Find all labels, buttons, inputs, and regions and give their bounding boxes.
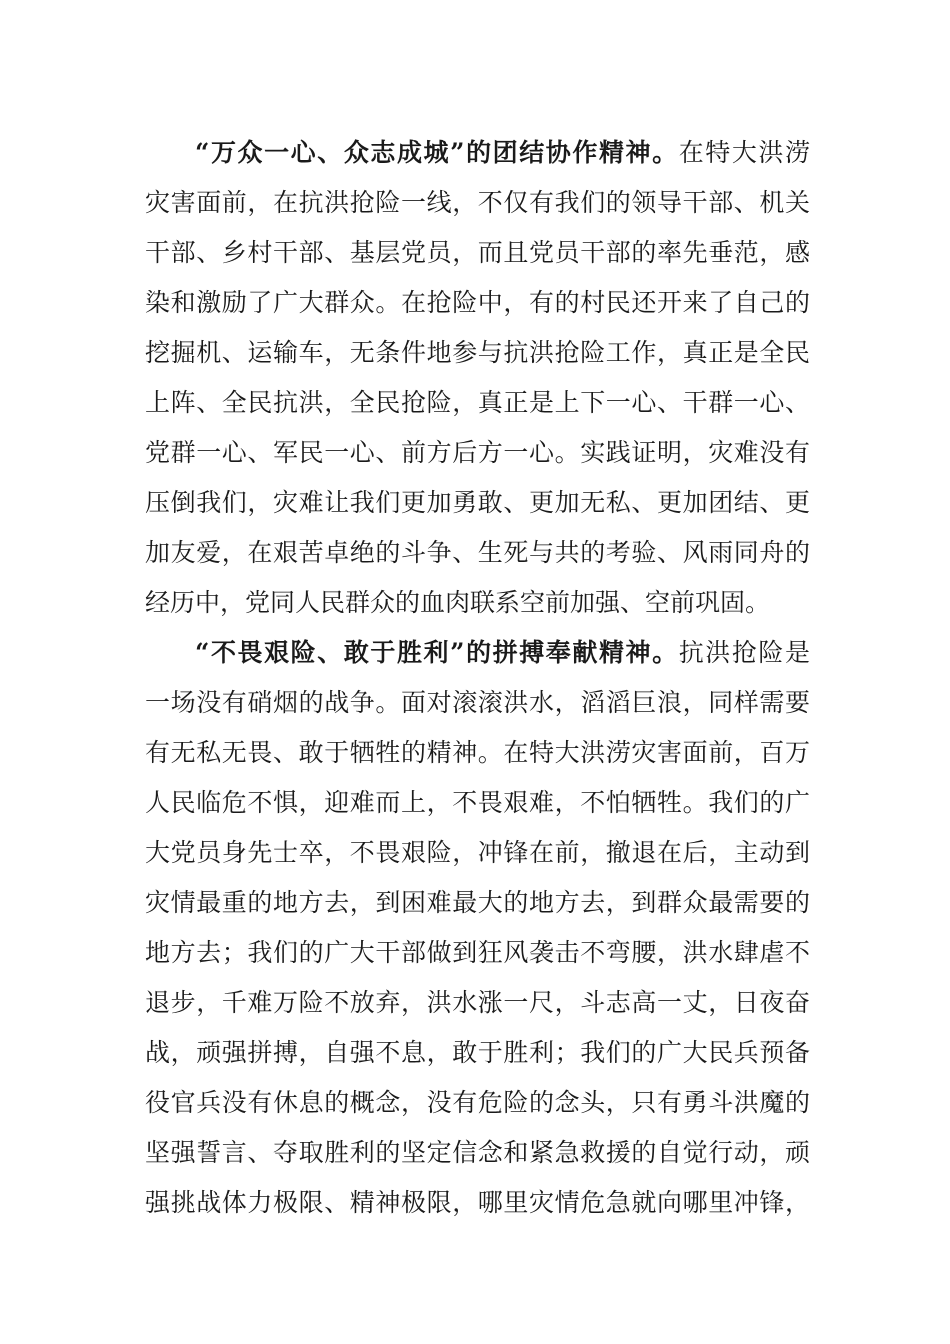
paragraph-line: 灾情最重的地方去，到困难最大的地方去，到群众最需要的 bbox=[145, 888, 810, 917]
paragraph-1-heading: “万众一心、众志成城”的团结协作精神。 bbox=[195, 138, 679, 167]
paragraph-line: 有无私无畏、敢于牺牲的精神。在特大洪涝灾害面前，百万 bbox=[145, 738, 810, 767]
paragraph-line: 上阵、全民抗洪，全民抢险，真正是上下一心、干群一心、 bbox=[145, 388, 810, 417]
paragraph-line: 役官兵没有休息的概念，没有危险的念头，只有勇斗洪魔的 bbox=[145, 1088, 810, 1117]
paragraph-line: 压倒我们，灾难让我们更加勇敢、更加无私、更加团结、更 bbox=[145, 488, 810, 517]
paragraph-line: 染和激励了广大群众。在抢险中，有的村民还开来了自己的 bbox=[145, 288, 810, 317]
paragraph-2-text: 抗洪抢险是 bbox=[678, 638, 810, 667]
paragraph-line: 战，顽强拼搏，自强不息，敢于胜利；我们的广大民兵预备 bbox=[145, 1038, 810, 1067]
paragraph-line: 一场没有硝烟的战争。面对滚滚洪水，滔滔巨浪，同样需要 bbox=[145, 688, 810, 717]
paragraph-1-line-1 bbox=[145, 128, 810, 178]
paragraph-line: 大党员身先士卒，不畏艰险，冲锋在前，撤退在后，主动到 bbox=[145, 838, 810, 867]
paragraph-2-line-1 bbox=[145, 628, 810, 678]
paragraph-line: 地方去；我们的广大干部做到狂风袭击不弯腰，洪水肆虐不 bbox=[145, 938, 810, 967]
paragraph-2-heading: “不畏艰险、敢于胜利”的拼搏奉献精神。 bbox=[195, 638, 679, 667]
paragraph-line: 灾害面前，在抗洪抢险一线，不仅有我们的领导干部、机关 bbox=[145, 188, 810, 217]
paragraph-line: 挖掘机、运输车，无条件地参与抗洪抢险工作，真正是全民 bbox=[145, 338, 810, 367]
paragraph-line: 加友爱，在艰苦卓绝的斗争、生死与共的考验、风雨同舟的 bbox=[145, 538, 810, 567]
document-body bbox=[145, 128, 810, 1228]
paragraph-line: 干部、乡村干部、基层党员，而且党员干部的率先垂范，感 bbox=[145, 238, 810, 267]
paragraph-line: 经历中，党同人民群众的血肉联系空前加强、空前巩固。 bbox=[145, 588, 771, 617]
paragraph-line: 党群一心、军民一心、前方后方一心。实践证明，灾难没有 bbox=[145, 438, 810, 467]
paragraph-1-text: 在特大洪涝 bbox=[678, 138, 810, 167]
paragraph-line: 坚强誓言、夺取胜利的坚定信念和紧急救援的自觉行动，顽 bbox=[145, 1138, 810, 1167]
paragraph-line: 强挑战体力极限、精神极限，哪里灾情危急就向哪里冲锋， bbox=[145, 1188, 810, 1217]
paragraph-line: 人民临危不惧，迎难而上，不畏艰难，不怕牺牲。我们的广 bbox=[145, 788, 810, 817]
paragraph-line: 退步，千难万险不放弃，洪水涨一尺，斗志高一丈，日夜奋 bbox=[145, 988, 810, 1017]
